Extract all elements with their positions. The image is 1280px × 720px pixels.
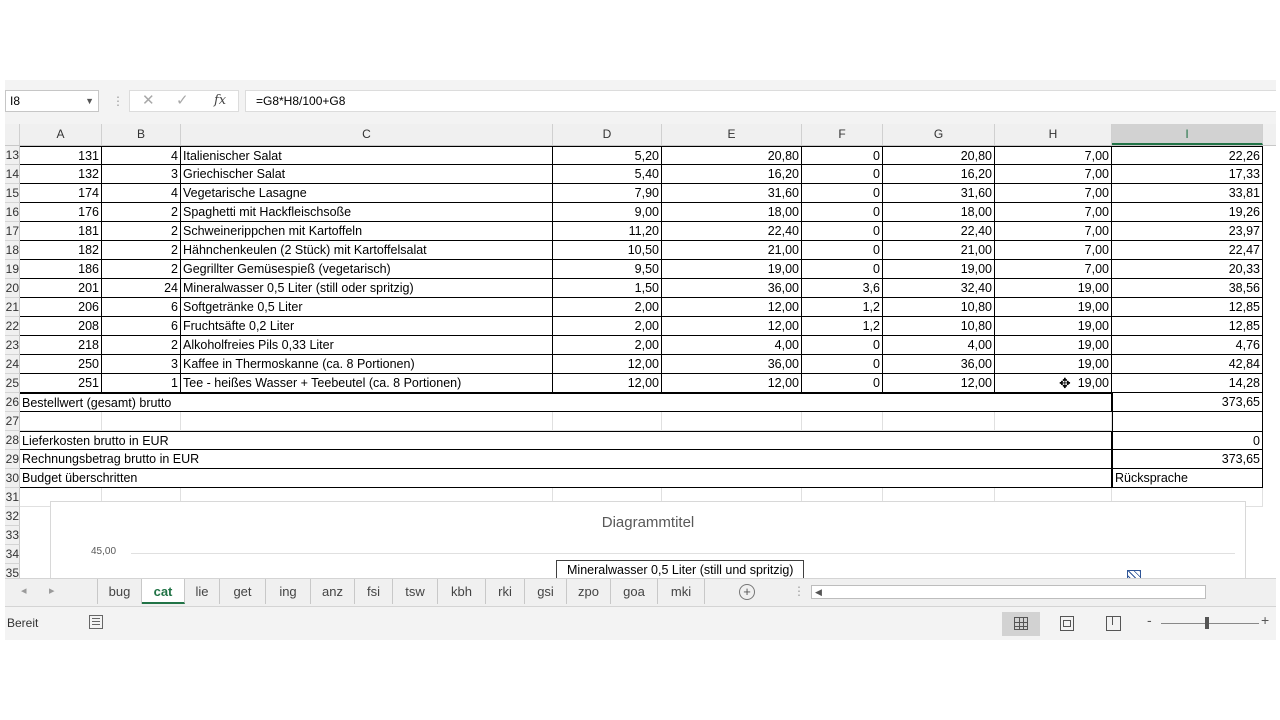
summary-row-delivery: [5, 431, 1276, 450]
cell-b[interactable]: 4: [102, 146, 181, 165]
zoom-in-button[interactable]: +: [1261, 612, 1270, 628]
name-box[interactable]: [5, 90, 99, 112]
cell-c[interactable]: [181, 412, 553, 431]
embedded-chart[interactable]: [50, 501, 1246, 578]
cell-a[interactable]: 250: [20, 355, 102, 374]
cell-b[interactable]: 4: [102, 184, 181, 203]
formula-buttons: [129, 90, 239, 112]
cell-g[interactable]: 4,00: [883, 336, 995, 355]
cell-d[interactable]: 2,00: [553, 298, 662, 317]
cell-e[interactable]: 22,40: [662, 222, 802, 241]
cell-b[interactable]: 2: [102, 203, 181, 222]
cell-g[interactable]: 10,80: [883, 317, 995, 336]
status-bar: [5, 606, 1276, 640]
cell-h[interactable]: 7,00: [995, 165, 1112, 184]
row-header[interactable]: 31: [5, 488, 20, 507]
table-row: [5, 184, 1276, 203]
cell-a[interactable]: [20, 412, 102, 431]
normal-view-button[interactable]: [1002, 612, 1040, 636]
tab-splitter-icon[interactable]: ⋮: [793, 584, 805, 598]
row-header[interactable]: 32: [5, 507, 20, 526]
macro-recording-icon[interactable]: [89, 615, 103, 629]
table-row: [5, 298, 1276, 317]
status-text: Bereit: [7, 616, 39, 630]
cell-e[interactable]: 36,00: [662, 279, 802, 298]
table-row: [5, 317, 1276, 336]
cell-h[interactable]: 7,00: [995, 184, 1112, 203]
invoice-value[interactable]: 373,65: [1112, 450, 1263, 469]
cell-f[interactable]: 0: [802, 203, 883, 222]
column-header-b[interactable]: B: [102, 124, 181, 145]
column-header-c[interactable]: C: [181, 124, 553, 145]
cell-d[interactable]: 12,00: [553, 374, 662, 393]
cell-i[interactable]: 19,26: [1112, 203, 1263, 222]
cell-h[interactable]: 19,00: [995, 298, 1112, 317]
cell-i[interactable]: 12,85: [1112, 298, 1263, 317]
page-layout-view-button[interactable]: [1048, 612, 1086, 636]
cell-f[interactable]: [802, 412, 883, 431]
cell-b[interactable]: 2: [102, 336, 181, 355]
cell-c[interactable]: Kaffee in Thermoskanne (ca. 8 Portionen): [181, 355, 553, 374]
cell-e[interactable]: 31,60: [662, 184, 802, 203]
cell-c[interactable]: Tee - heißes Wasser + Teebeutel (ca. 8 Portionen): [181, 374, 553, 393]
cell-b[interactable]: 2: [102, 260, 181, 279]
cell-i[interactable]: 17,33: [1112, 165, 1263, 184]
table-row: [5, 165, 1276, 184]
excel-window: [5, 80, 1276, 640]
cell-c[interactable]: Fruchtsäfte 0,2 Liter: [181, 317, 553, 336]
zoom-slider-thumb[interactable]: [1205, 617, 1209, 629]
table-row: [5, 222, 1276, 241]
cell-f[interactable]: 0: [802, 374, 883, 393]
column-header-i[interactable]: I: [1112, 124, 1263, 145]
empty-row: [5, 412, 1276, 431]
cell-f[interactable]: 3,6: [802, 279, 883, 298]
cell-d[interactable]: [553, 412, 662, 431]
enter-icon[interactable]: ✓: [176, 92, 189, 109]
cell-f[interactable]: 0: [802, 146, 883, 165]
cell-i[interactable]: 23,97: [1112, 222, 1263, 241]
cell-d[interactable]: 5,40: [553, 165, 662, 184]
cell-d[interactable]: 10,50: [553, 241, 662, 260]
insert-function-icon[interactable]: fx: [214, 93, 227, 108]
row-header[interactable]: 25: [5, 374, 20, 393]
cell-c[interactable]: Hähnchenkeulen (2 Stück) mit Kartoffelsalat: [181, 241, 553, 260]
cell-d[interactable]: 2,00: [553, 336, 662, 355]
table-row: [5, 279, 1276, 298]
row-header[interactable]: 34: [5, 545, 20, 564]
column-header-bar: [5, 124, 1276, 146]
column-header-g[interactable]: G: [883, 124, 995, 145]
row-header[interactable]: 14: [5, 165, 20, 184]
invoice-label[interactable]: Rechnungsbetrag brutto in EUR: [20, 450, 1112, 469]
horizontal-scrollbar[interactable]: [811, 585, 1206, 599]
cell-i[interactable]: 22,26: [1112, 146, 1263, 165]
next-sheet-icon[interactable]: ▸: [49, 585, 55, 597]
cell-h[interactable]: 7,00: [995, 260, 1112, 279]
cell-d[interactable]: 11,20: [553, 222, 662, 241]
cell-f[interactable]: 0: [802, 355, 883, 374]
cell-h[interactable]: 19,00: [995, 374, 1112, 393]
row-header[interactable]: 19: [5, 260, 20, 279]
cell-c[interactable]: Schweinerippchen mit Kartoffeln: [181, 222, 553, 241]
cell-c[interactable]: Softgetränke 0,5 Liter: [181, 298, 553, 317]
column-header-a[interactable]: A: [20, 124, 102, 145]
cancel-icon[interactable]: ✕: [142, 92, 155, 109]
cell-g[interactable]: 16,20: [883, 165, 995, 184]
table-row: [5, 374, 1276, 393]
row-header[interactable]: 21: [5, 298, 20, 317]
sheet-tab-rki[interactable]: rki: [486, 579, 525, 604]
row-header[interactable]: 17: [5, 222, 20, 241]
cell-f[interactable]: 0: [802, 260, 883, 279]
cell-f[interactable]: 1,2: [802, 298, 883, 317]
sheet-tab-anz[interactable]: anz: [311, 579, 355, 604]
cell-a[interactable]: 206: [20, 298, 102, 317]
zoom-slider-track[interactable]: [1161, 623, 1259, 624]
cell-b[interactable]: 6: [102, 298, 181, 317]
view-buttons: [1002, 607, 1140, 640]
cell-i[interactable]: 33,81: [1112, 184, 1263, 203]
cell-h[interactable]: 19,00: [995, 355, 1112, 374]
more-options-icon[interactable]: ⋮: [112, 94, 124, 108]
cell-i[interactable]: 4,76: [1112, 336, 1263, 355]
cell-e[interactable]: 12,00: [662, 298, 802, 317]
scroll-left-icon[interactable]: ◀: [815, 587, 822, 597]
sheet-tab-fsi[interactable]: fsi: [355, 579, 393, 604]
table-row: [5, 146, 1276, 165]
cell-a[interactable]: 174: [20, 184, 102, 203]
cell-d[interactable]: 9,00: [553, 203, 662, 222]
total-value[interactable]: 373,65: [1112, 393, 1263, 412]
sheet-tab-mki[interactable]: mki: [658, 579, 705, 604]
cell-h[interactable]: 19,00: [995, 279, 1112, 298]
cell-b[interactable]: 2: [102, 241, 181, 260]
cell-c[interactable]: Spaghetti mit Hackfleischsoße: [181, 203, 553, 222]
cell-e[interactable]: 21,00: [662, 241, 802, 260]
cell-g[interactable]: 19,00: [883, 260, 995, 279]
formula-bar: [5, 80, 1276, 125]
cell-i[interactable]: 12,85: [1112, 317, 1263, 336]
grid-icon: [1014, 617, 1028, 630]
total-label[interactable]: Bestellwert (gesamt) brutto: [20, 393, 1112, 412]
sheet-tab-kbh[interactable]: kbh: [438, 579, 486, 604]
cell-a[interactable]: 176: [20, 203, 102, 222]
zoom-control: [1143, 607, 1273, 640]
cell-e[interactable]: 20,80: [662, 146, 802, 165]
cell-b[interactable]: 6: [102, 317, 181, 336]
cell-b[interactable]: 3: [102, 355, 181, 374]
sheet-tab-gsi[interactable]: gsi: [525, 579, 567, 604]
cell-c[interactable]: Vegetarische Lasagne: [181, 184, 553, 203]
cell-g[interactable]: 12,00: [883, 374, 995, 393]
sheet-tab-get[interactable]: get: [220, 579, 266, 604]
row-header[interactable]: 13: [5, 146, 20, 165]
add-sheet-icon[interactable]: +: [739, 584, 755, 600]
worksheet-grid: [5, 146, 1276, 578]
cell-d[interactable]: 12,00: [553, 355, 662, 374]
sheet-tab-bar: [5, 578, 1276, 606]
cell-i[interactable]: 38,56: [1112, 279, 1263, 298]
column-header-e[interactable]: E: [662, 124, 802, 145]
cell-g[interactable]: 10,80: [883, 298, 995, 317]
sheet-tab-lie[interactable]: lie: [185, 579, 220, 604]
row-header[interactable]: 26: [5, 393, 20, 412]
row-header[interactable]: 20: [5, 279, 20, 298]
cell-b[interactable]: 24: [102, 279, 181, 298]
cell-a[interactable]: 201: [20, 279, 102, 298]
delivery-value[interactable]: 0: [1112, 431, 1263, 450]
cell-e[interactable]: 16,20: [662, 165, 802, 184]
cell-c[interactable]: Griechischer Salat: [181, 165, 553, 184]
cell-g[interactable]: 21,00: [883, 241, 995, 260]
cell-d[interactable]: 9,50: [553, 260, 662, 279]
column-header-h[interactable]: H: [995, 124, 1112, 145]
cell-g[interactable]: 31,60: [883, 184, 995, 203]
summary-row-invoice: [5, 450, 1276, 469]
move-cursor-icon: ✥: [1059, 375, 1071, 391]
cell-a[interactable]: 131: [20, 146, 102, 165]
cell-f[interactable]: 1,2: [802, 317, 883, 336]
chart-tooltip: Mineralwasser 0,5 Liter (still und spritzig): [556, 560, 804, 578]
cell-f[interactable]: 0: [802, 184, 883, 203]
chevron-down-icon[interactable]: ▼: [85, 96, 94, 106]
name-box-value: I8: [10, 94, 21, 108]
budget-value[interactable]: Rücksprache: [1112, 469, 1263, 488]
cell-e[interactable]: 4,00: [662, 336, 802, 355]
cell-i[interactable]: 20,33: [1112, 260, 1263, 279]
cell-e[interactable]: 19,00: [662, 260, 802, 279]
chart-title[interactable]: Diagrammtitel: [601, 514, 695, 531]
sheet-tab-bug[interactable]: bug: [97, 579, 142, 604]
cell-b[interactable]: 1: [102, 374, 181, 393]
cell-f[interactable]: 0: [802, 222, 883, 241]
cell-i[interactable]: 14,28: [1112, 374, 1263, 393]
row-header[interactable]: 18: [5, 241, 20, 260]
select-all-corner[interactable]: [5, 124, 20, 145]
cell-c[interactable]: Italienischer Salat: [181, 146, 553, 165]
cell-i[interactable]: 22,47: [1112, 241, 1263, 260]
cell-a[interactable]: 182: [20, 241, 102, 260]
cell-c[interactable]: Gegrillter Gemüsespieß (vegetarisch): [181, 260, 553, 279]
sheet-tab-zpo[interactable]: zpo: [567, 579, 611, 604]
cell-h[interactable]: 7,00: [995, 222, 1112, 241]
cell-e[interactable]: 12,00: [662, 374, 802, 393]
cell-d[interactable]: 2,00: [553, 317, 662, 336]
cell-a[interactable]: 208: [20, 317, 102, 336]
cell-f[interactable]: 0: [802, 165, 883, 184]
formula-input[interactable]: =G8*H8/100+G8: [245, 90, 1276, 112]
row-header[interactable]: 15: [5, 184, 20, 203]
cell-g[interactable]: 36,00: [883, 355, 995, 374]
delivery-label[interactable]: Lieferkosten brutto in EUR: [20, 431, 1112, 450]
prev-sheet-icon[interactable]: ◂: [21, 585, 27, 597]
table-row: [5, 203, 1276, 222]
row-header[interactable]: 30: [5, 469, 20, 488]
cell-a[interactable]: 186: [20, 260, 102, 279]
cell-a[interactable]: 251: [20, 374, 102, 393]
y-axis-tick-label: 45,00: [91, 546, 117, 557]
table-row: [5, 336, 1276, 355]
cell-e[interactable]: 18,00: [662, 203, 802, 222]
row-header[interactable]: 16: [5, 203, 20, 222]
cell-f[interactable]: 0: [802, 241, 883, 260]
row-header[interactable]: 35: [5, 564, 20, 578]
column-header-d[interactable]: D: [553, 124, 662, 145]
page-break-view-button[interactable]: [1094, 612, 1132, 636]
cell-g[interactable]: 22,40: [883, 222, 995, 241]
cell-b[interactable]: 3: [102, 165, 181, 184]
sheet-tab-ing[interactable]: ing: [266, 579, 311, 604]
column-header-f[interactable]: F: [802, 124, 883, 145]
table-row: [5, 355, 1276, 374]
cell-b[interactable]: [102, 412, 181, 431]
cell-c[interactable]: Mineralwasser 0,5 Liter (still oder spritzig): [181, 279, 553, 298]
cell-g[interactable]: 20,80: [883, 146, 995, 165]
cell-a[interactable]: 132: [20, 165, 102, 184]
table-row: [5, 241, 1276, 260]
zoom-out-button[interactable]: -: [1147, 612, 1152, 628]
cell-b[interactable]: 2: [102, 222, 181, 241]
cell-h[interactable]: 19,00: [995, 317, 1112, 336]
summary-row-total: [5, 393, 1276, 412]
gridline: [131, 553, 1235, 554]
cell-a[interactable]: 181: [20, 222, 102, 241]
cell-e[interactable]: [662, 412, 802, 431]
sheet-tab-tsw[interactable]: tsw: [393, 579, 438, 604]
cell-h[interactable]: 7,00: [995, 146, 1112, 165]
row-header[interactable]: 22: [5, 317, 20, 336]
row-header[interactable]: 29: [5, 450, 20, 469]
page-layout-icon: [1060, 616, 1074, 631]
row-header[interactable]: 33: [5, 526, 20, 545]
row-header[interactable]: 28: [5, 431, 20, 450]
sheet-tab-cat[interactable]: cat: [142, 579, 185, 604]
budget-label[interactable]: Budget überschritten: [20, 469, 1112, 488]
row-header[interactable]: 24: [5, 355, 20, 374]
cell-d[interactable]: 7,90: [553, 184, 662, 203]
summary-row-budget: [5, 469, 1276, 488]
chart-selection-icon[interactable]: [1127, 570, 1141, 578]
cell-e[interactable]: 12,00: [662, 317, 802, 336]
cell-d[interactable]: 1,50: [553, 279, 662, 298]
cell-h[interactable]: 7,00: [995, 241, 1112, 260]
cell-g[interactable]: 32,40: [883, 279, 995, 298]
cell-e[interactable]: 36,00: [662, 355, 802, 374]
cell-i[interactable]: [1112, 412, 1263, 431]
cell-g[interactable]: 18,00: [883, 203, 995, 222]
cell-a[interactable]: 218: [20, 336, 102, 355]
cell-i[interactable]: 42,84: [1112, 355, 1263, 374]
cell-f[interactable]: 0: [802, 336, 883, 355]
table-row: [5, 260, 1276, 279]
cell-h[interactable]: 7,00: [995, 203, 1112, 222]
page-break-icon: [1106, 616, 1121, 631]
cell-c[interactable]: Alkoholfreies Pils 0,33 Liter: [181, 336, 553, 355]
row-header[interactable]: 23: [5, 336, 20, 355]
cell-h[interactable]: 19,00: [995, 336, 1112, 355]
sheet-tab-goa[interactable]: goa: [611, 579, 658, 604]
cell-d[interactable]: 5,20: [553, 146, 662, 165]
cell-g[interactable]: [883, 412, 995, 431]
cell-h[interactable]: [995, 412, 1112, 431]
row-header[interactable]: 27: [5, 412, 20, 431]
